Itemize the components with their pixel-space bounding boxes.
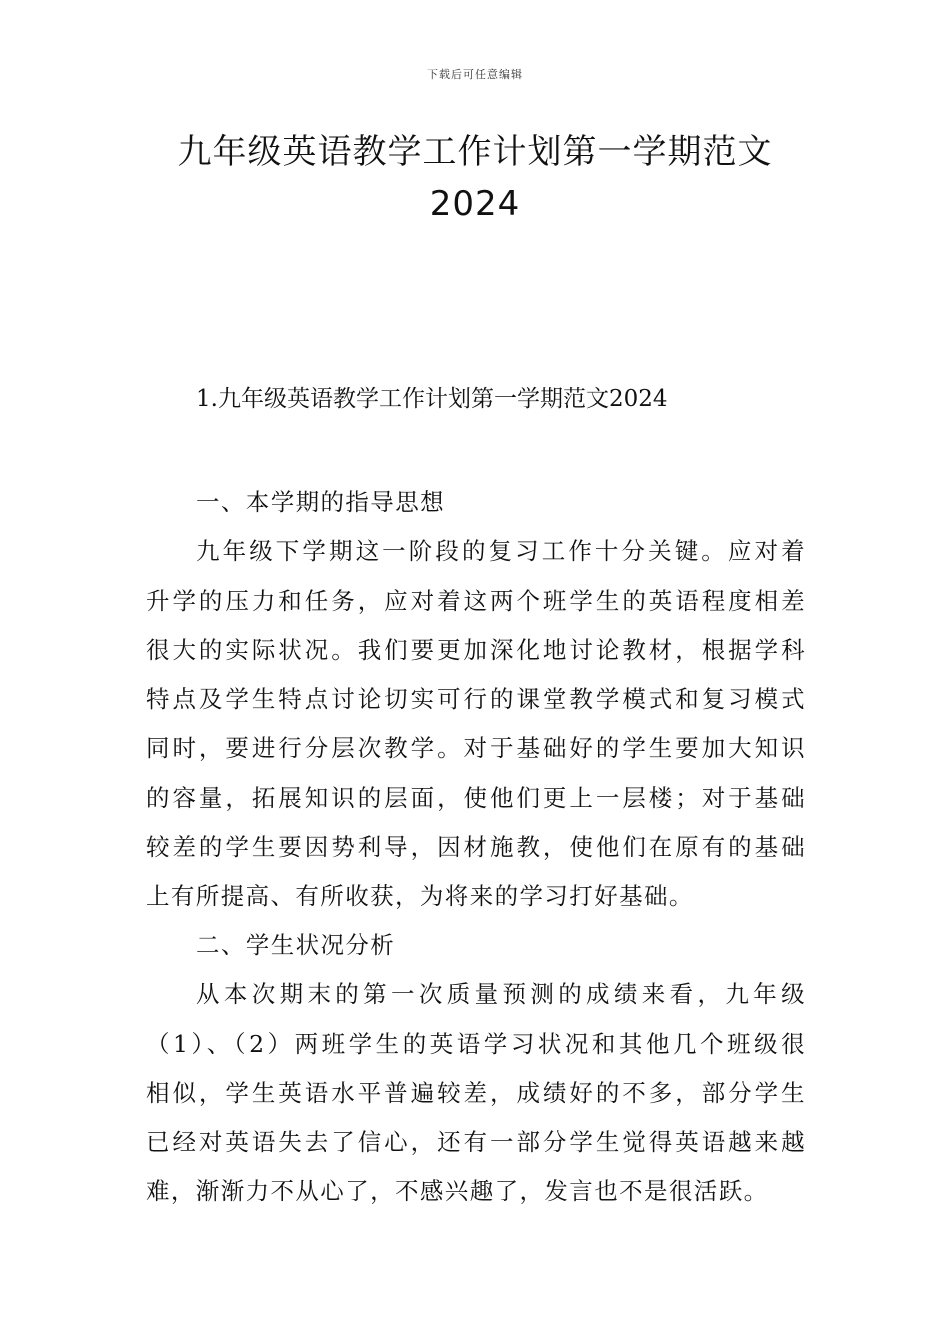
paragraph-line: （1）、（2）两班学生的英语学习状况和其他几个班级很 [146, 1029, 806, 1058]
paragraph-line: 较差的学生要因势利导，因材施教，使他们在原有的基础 [146, 833, 806, 862]
paragraph-line: 已经对英语失去了信心，还有一部分学生觉得英语越来越 [146, 1128, 806, 1157]
section-1-heading: 一、本学期的指导思想 [196, 488, 445, 516]
title-line-1: 九年级英语教学工作计划第一学期范文 [177, 132, 773, 172]
paragraph-line: 升学的压力和任务，应对着这两个班学生的英语程度相差 [146, 586, 806, 615]
document-title [0, 126, 950, 230]
paragraph-line: 特点及学生特点讨论切实可行的课堂教学模式和复习模式 [146, 685, 806, 714]
paragraph-line: 上有所提高、有所收获，为将来的学习打好基础。 [146, 882, 694, 911]
header-note: 下载后可任意编辑 [427, 68, 523, 81]
section-1 [146, 478, 806, 922]
paragraph-line: 很大的实际状况。我们要更加深化地讨论教材，根据学科 [146, 635, 806, 664]
section-2-heading: 二、学生状况分析 [196, 931, 396, 959]
paragraph-line: 相似，学生英语水平普遍较差，成绩好的不多，部分学生 [146, 1078, 806, 1107]
paragraph-line: 同时，要进行分层次教学。对于基础好的学生要加大知识 [146, 734, 806, 763]
item-heading: 1.九年级英语教学工作计划第一学期范文2024 [196, 386, 668, 412]
paragraph-line: 九年级下学期这一阶段的复习工作十分关键。应对着 [196, 537, 806, 566]
section-2 [146, 921, 806, 1217]
paragraph-line: 难，渐渐力不从心了，不感兴趣了，发言也不是很活跃。 [146, 1177, 769, 1206]
paragraph-line: 的容量，拓展知识的层面，使他们更上一层楼；对于基础 [146, 783, 806, 812]
paragraph-line: 从本次期末的第一次质量预测的成绩来看，九年级 [196, 980, 806, 1009]
title-line-2: 2024 [429, 184, 521, 224]
